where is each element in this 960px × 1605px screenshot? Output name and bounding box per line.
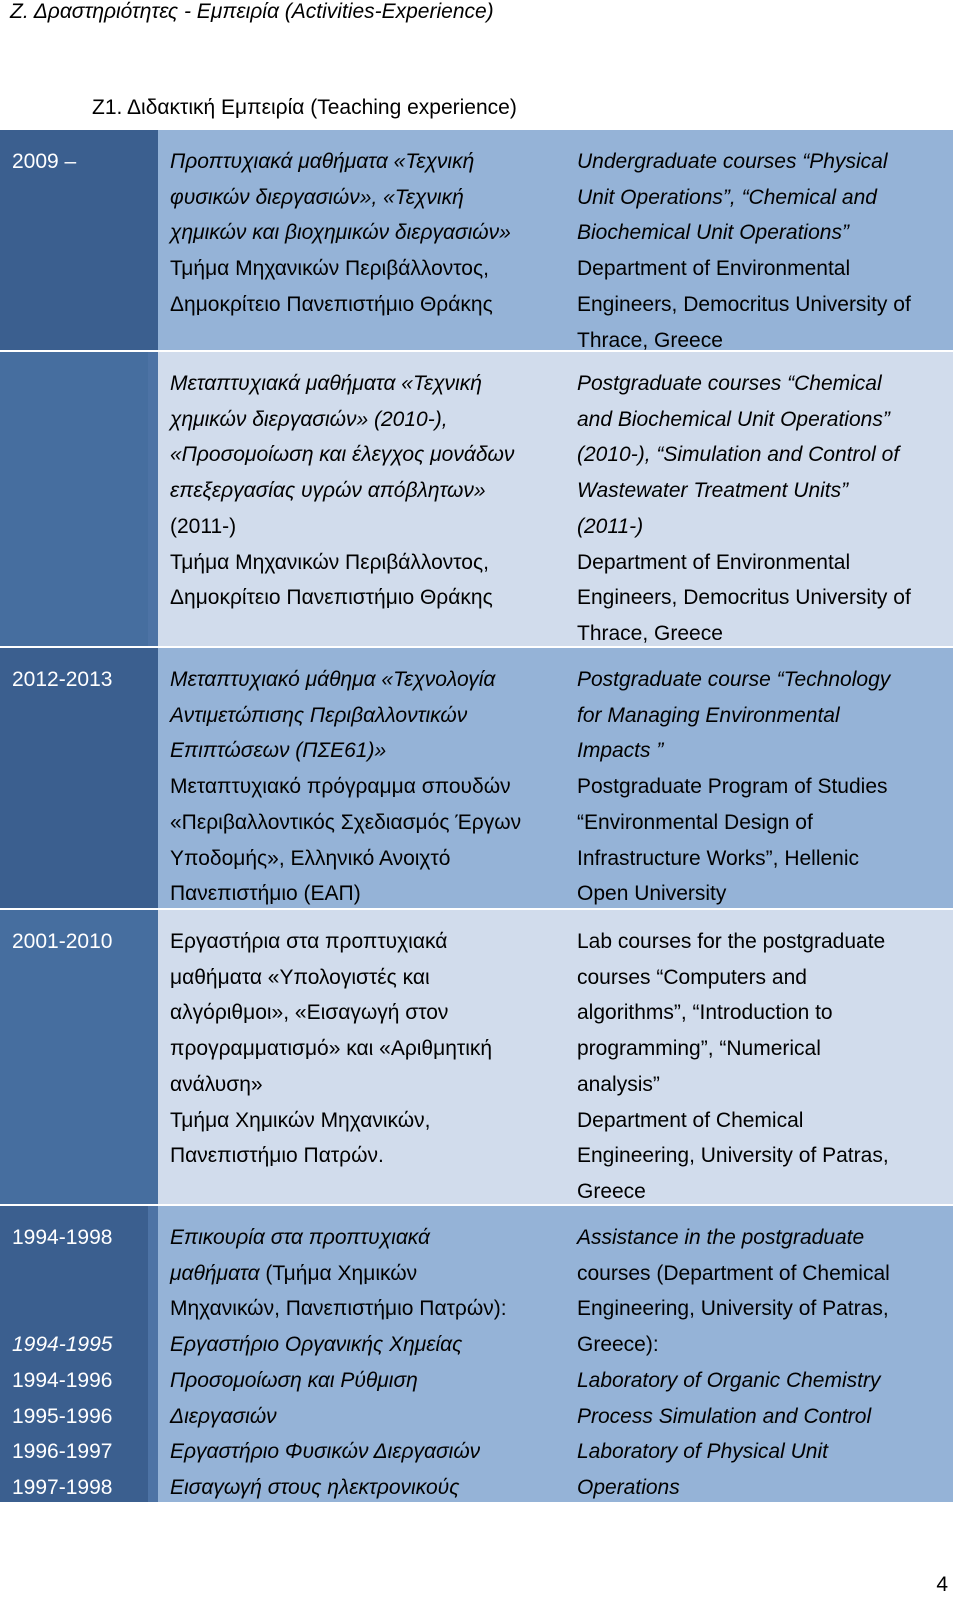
year-text: 1997-1998 [12,1475,113,1499]
cell-line: Τμήμα Μηχανικών Περιβάλλοντος, [170,550,489,574]
greek-description-cell [158,130,563,350]
cell-line: Διεργασιών [170,1404,277,1428]
cell-line: Department of Environmental [577,257,851,281]
year-text: 1995-1996 [12,1404,113,1428]
cell-line: Μηχανικών, Πανεπιστήμιο Πατρών): [170,1297,507,1321]
cell-line: Laboratory of Organic Chemistry [577,1368,881,1392]
english-description-cell [563,1206,953,1502]
year-cell [0,1206,158,1502]
page-number: 4 [936,1573,948,1596]
section-title: Ζ. Δραστηριότητες - Εμπειρία (Activities-Experience) [10,0,494,23]
year-text: 2009 – [12,150,77,173]
cell-line: Εργαστήριο Οργανικής Χημείας [170,1333,463,1357]
cell-line: αλγόριθμοι», «Εισαγωγή στον [170,1001,449,1025]
year-text: 1994-1996 [12,1368,113,1392]
cell-line: μαθήματα «Υπολογιστές και [170,965,430,989]
cell-line: Εργαστήριο Φυσικών Διεργασιών [170,1440,481,1464]
cell-line: Wastewater Treatment Units” [577,479,849,503]
cell-line: Laboratory of Physical Unit [577,1440,828,1464]
year-cell [0,130,158,350]
english-description-cell [563,130,953,350]
cell-line: (2010-), “Simulation and Control of [577,443,900,467]
cell-line: Greece): [577,1333,659,1357]
cell-line: Impacts ” [577,739,664,763]
cell-line: courses (Department of Chemical [577,1261,890,1285]
cell-line: Τμήμα Χημικών Μηχανικών, [170,1108,431,1132]
cell-line: Μεταπτυχιακά μαθήματα «Τεχνική [170,372,482,395]
subsection-title: Ζ1. Διδακτική Εμπειρία (Teaching experience) [92,96,517,119]
cell-line: Thrace, Greece [577,328,723,352]
cell-line: Postgraduate courses “Chemical [577,372,882,395]
year-text [12,1256,158,1292]
cell-line: μαθήματα (Τμήμα Χημικών [170,1261,418,1285]
cell-line: χημικών και βιοχημικών διεργασιών» [170,221,511,245]
greek-description-cell [158,1206,563,1502]
cell-line: Infrastructure Works”, Hellenic [577,846,860,870]
cell-line: Process Simulation and Control [577,1404,872,1428]
cell-line: «Προσομοίωση και έλεγχος μονάδων [170,443,515,467]
table-row [0,1204,953,1502]
cell-line: Engineering, University of Patras, [577,1144,889,1168]
cell-line: προγραμματισμό» και «Αριθμητική [170,1037,493,1061]
year-text: 2012-2013 [12,668,113,691]
cell-line: analysis” [577,1072,660,1096]
greek-description-cell [158,352,563,646]
cell-line: Department of Environmental [577,550,851,574]
cell-line: Thrace, Greece [577,621,723,645]
year-cell [0,648,158,908]
cell-line: Engineers, Democritus University of [577,586,911,610]
cell-line: Lab courses for the postgraduate [577,930,886,953]
greek-description-cell [158,648,563,908]
cell-line: Postgraduate Program of Studies [577,775,888,799]
year-text: 2001-2010 [12,930,113,953]
cell-line: Department of Chemical [577,1108,804,1132]
cell-line: courses “Computers and [577,965,807,989]
year-cell [0,352,158,646]
cell-line: algorithms”, “Introduction to [577,1001,833,1025]
cell-line: Επικουρία στα προπτυχιακά [170,1226,431,1249]
cell-line: Πανεπιστήμιο Πατρών. [170,1144,384,1168]
cell-line: Προσομοίωση και Ρύθμιση [170,1368,418,1392]
cell-line: Biochemical Unit Operations” [577,221,849,245]
year-cell [0,910,158,1204]
cell-line: Undergraduate courses “Physical [577,150,888,173]
cell-line: Προπτυχιακά μαθήματα «Τεχνική [170,150,475,173]
cell-line: φυσικών διεργασιών», «Τεχνική [170,185,464,209]
cell-line: Υποδομής», Ελληνικό Ανοιχτό [170,846,451,870]
english-description-cell [563,910,953,1204]
cell-line: (2011-) [170,514,237,538]
cell-line: for Managing Environmental [577,703,840,727]
greek-description-cell [158,910,563,1204]
cell-line: Μεταπτυχιακό πρόγραμμα σπουδών [170,775,511,799]
cell-line: “Environmental Design of [577,810,813,834]
teaching-experience-table [0,128,953,1502]
table-row [0,646,953,908]
cell-line: Εισαγωγή στους ηλεκτρονικούς [170,1475,460,1499]
english-description-cell [563,352,953,646]
year-text: 1996-1997 [12,1440,113,1464]
cell-line: Εργαστήρια στα προπτυχιακά [170,930,448,953]
table-row [0,908,953,1204]
cell-line: χημικών διεργασιών» (2010-), [170,407,448,431]
year-text: 1994-1995 [12,1333,113,1357]
cell-line: Μεταπτυχιακό μάθημα «Τεχνολογία [170,668,496,691]
cell-line: and Biochemical Unit Operations” [577,407,890,431]
cell-line: Δημοκρίτειο Πανεπιστήμιο Θράκης [170,292,493,316]
cell-line: Assistance in the postgraduate [577,1226,865,1249]
cell-line: Operations [577,1475,680,1499]
cell-line: (2011-) [577,514,644,538]
cell-line: «Περιβαλλοντικός Σχεδιασμός Έργων [170,810,522,834]
cell-line: Engineers, Democritus University of [577,292,911,316]
cell-line: Postgraduate course “Technology [577,668,891,691]
cell-line: επεξεργασίας υγρών απόβλητων» [170,479,486,503]
cell-line: Πανεπιστήμιο (ΕΑΠ) [170,882,361,906]
cell-line: Open University [577,882,727,906]
cell-line: programming”, “Numerical [577,1037,821,1061]
table-row [0,350,953,646]
cell-line: ανάλυση» [170,1072,263,1096]
cell-line: Επιπτώσεων (ΠΣΕ61)» [170,739,387,763]
table-row [0,128,953,350]
cell-line: Δημοκρίτειο Πανεπιστήμιο Θράκης [170,586,493,610]
cell-line: Αντιμετώπισης Περιβαλλοντικών [170,703,468,727]
cell-line: Greece [577,1179,646,1203]
cell-line: Engineering, University of Patras, [577,1297,889,1321]
year-text [12,1291,158,1327]
cell-line: Unit Operations”, “Chemical and [577,185,877,209]
english-description-cell [563,648,953,908]
year-text: 1994-1998 [12,1226,113,1249]
cell-line: Τμήμα Μηχανικών Περιβάλλοντος, [170,257,489,281]
